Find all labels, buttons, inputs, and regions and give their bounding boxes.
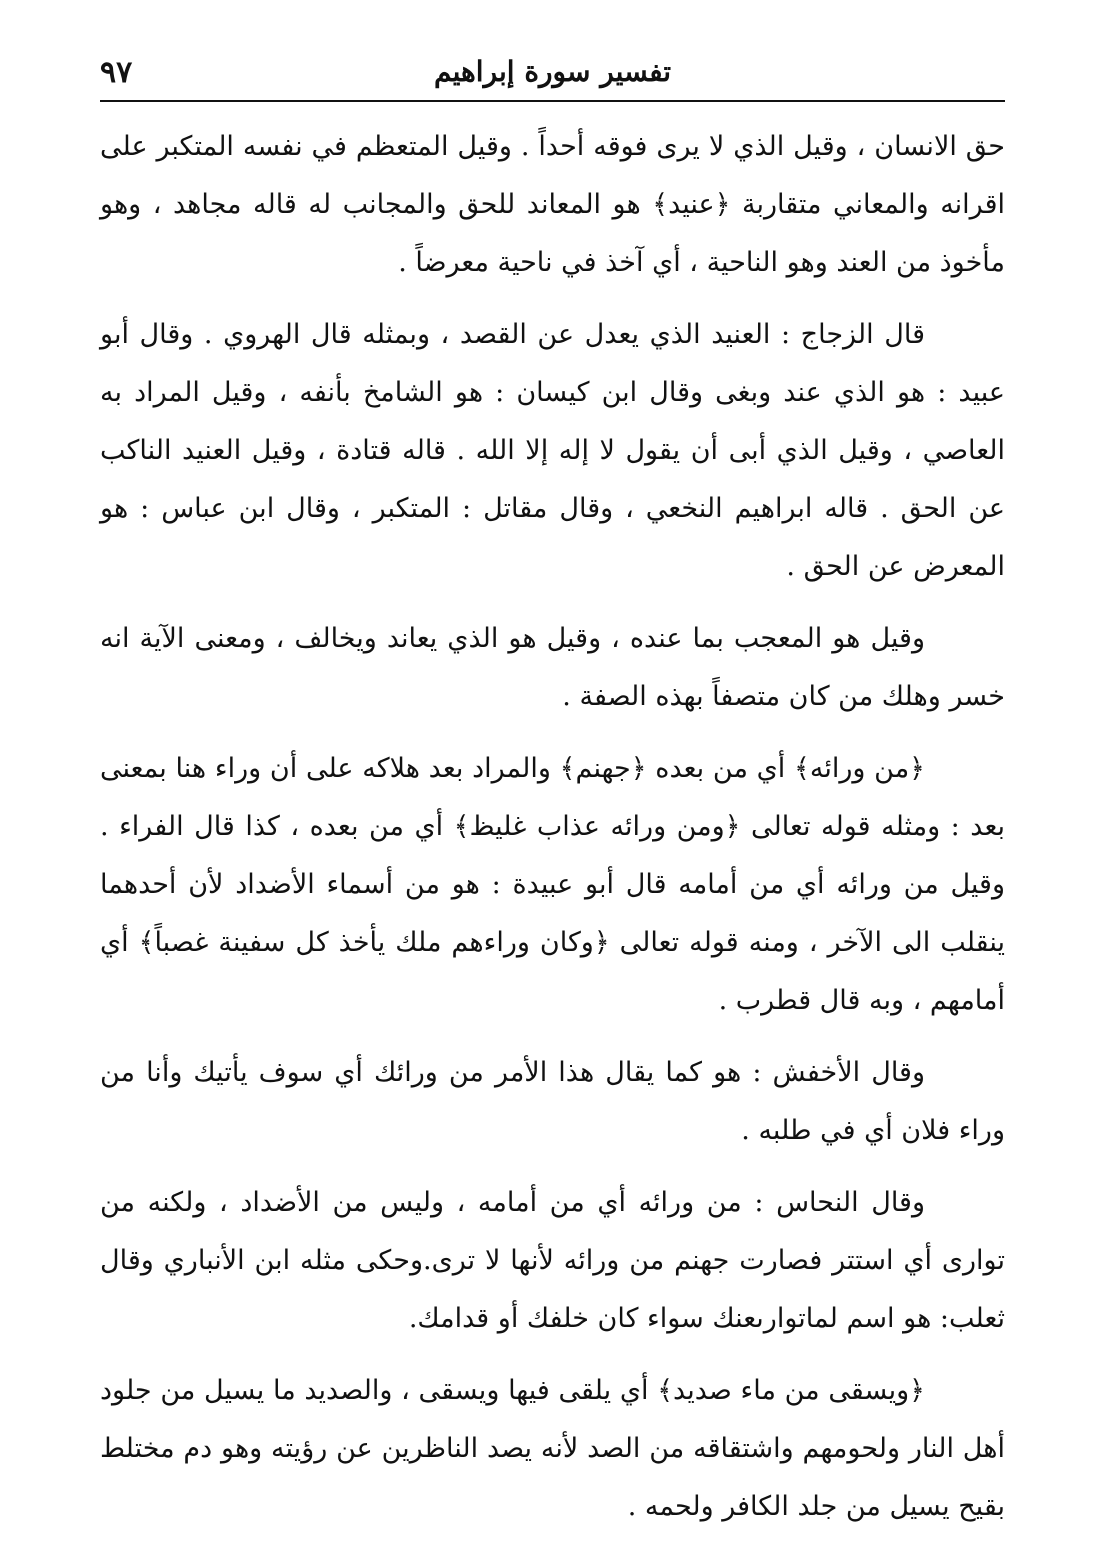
paragraph: ﴿ويسقى من ماء صديد﴾ أي يلقى فيها ويسقى ، والصديد ما يسيل من جلود أهل النار ولحومهم واشتقاقه من الصد لأنه يصد الناظرين عن رؤيته وهو دم مختلط بقيح يسيل من جلد الكافر ولحمه .	[100, 1375, 1005, 1522]
paragraph: حق الانسان ، وقيل الذي لا يرى فوقه أحداً . وقيل المتعظم في نفسه المتكبر على اقرانه والمعاني متقاربة ﴿عنيد﴾ هو المعاند للحق والمجانب له قاله مجاهد ، وهو مأخوذ من العند وهو الناحية ، أي آخذ في ناحية معرضاً .	[100, 131, 1005, 278]
page-number: ٩٧	[100, 55, 133, 90]
paragraph: ﴿من ورائه﴾ أي من بعده ﴿جهنم﴾ والمراد بعد هلاكه على أن وراء هنا بمعنى بعد : ومثله قوله تعالى ﴿ومن ورائه عذاب غليظ﴾ أي من بعده ، كذا قال الفراء . وقيل من ورائه أي من أمامه قال أبو عبيدة : هو من أسماء الأضداد لأن أحدهما ينقلب الى الآخر ، ومنه قوله تعالى ﴿وكان وراءهم ملك يأخذ كل سفينة غصباً﴾ أي أمامهم ، وبه قال قطرب .	[100, 753, 1005, 1016]
header-divider	[100, 100, 1005, 102]
paragraph: وقيل هو المعجب بما عنده ، وقيل هو الذي يعاند ويخالف ، ومعنى الآية انه خسر وهلك من كان متصفاً بهذه الصفة .	[100, 623, 1005, 712]
paragraph: وقال الأخفش : هو كما يقال هذا الأمر من ورائك أي سوف يأتيك وأنا من وراء فلان أي في طلبه .	[100, 1057, 1005, 1146]
body-text	[100, 118, 1005, 1536]
header-title: تفسير سورة إبراهيم	[433, 55, 672, 88]
running-header	[100, 55, 1005, 103]
paragraph: وقال النحاس : من ورائه أي من أمامه ، وليس من الأضداد ، ولكنه من توارى أي استتر فصارت جهنم من ورائه لأنها لا ترى.وحكى مثله ابن الأنباري وقال ثعلب: هو اسم لماتوارىعنك سواء كان خلفك أو قدامك.	[100, 1187, 1005, 1334]
paragraph: قال الزجاج : العنيد الذي يعدل عن القصد ، وبمثله قال الهروي . وقال أبو عبيد : هو الذي عند وبغى وقال ابن كيسان : هو الشامخ بأنفه ، وقيل المراد به العاصي ، وقيل الذي أبى أن يقول لا إله إلا الله . قاله قتادة ، وقيل العنيد الناكب عن الحق . قاله ابراهيم النخعي ، وقال مقاتل : المتكبر ، وقال ابن عباس : هو المعرض عن الحق .	[100, 319, 1005, 582]
